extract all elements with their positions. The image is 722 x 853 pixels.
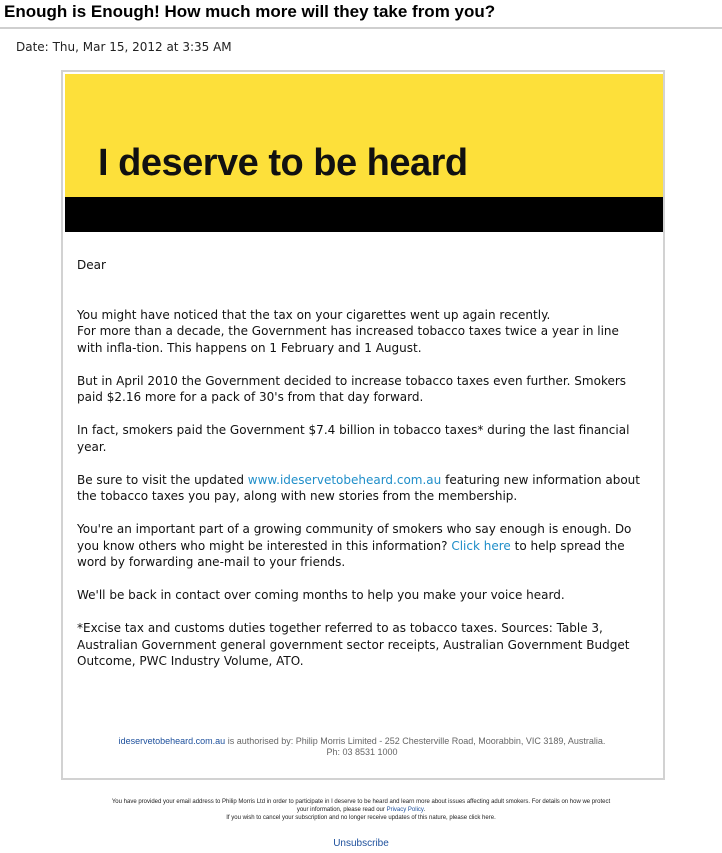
paragraph-5-text-b: to help spread the word by forwarding ane-mail to your friends. — [77, 538, 625, 569]
footer-site-link[interactable]: ideservetobeheard.com.au — [118, 736, 226, 746]
paragraph-4-text-b: featuring new information about the tobacco taxes you pay, along with new stories from the membership. — [77, 472, 640, 503]
paragraph-1 — [77, 307, 647, 357]
authorised-text: is authorised by: Philip Morris Limited - 252 Chesterville Road, Moorabbin, VIC 3189, Australia. — [225, 736, 606, 746]
header-banner — [65, 74, 663, 199]
paragraph-3: In fact, smokers paid the Government $7.4 billion in tobacco taxes* during the last financial year. — [77, 423, 630, 454]
disclaimer-line-2a: your information, please read our — [296, 807, 387, 813]
paragraph-4 — [77, 472, 647, 505]
paragraph-5-text-a: You're an important part of a growing community of smokers who say enough is enough. Do you know others who might be interested in this information? — [77, 522, 632, 553]
email-subject: Enough is Enough! How much more will they take from you? — [4, 2, 496, 21]
click-here-link[interactable]: Click here — [451, 538, 511, 553]
disclaimer-line-1: You have provided your email address to Philip Morris Ltd in order to participate in I deserve to be heard and learn more about issues affecting adult smokers. For details on how we protect — [111, 799, 611, 805]
website-link[interactable]: www.ideservetobeheard.com.au — [247, 472, 442, 487]
banner-black-bar — [65, 197, 663, 232]
paragraph-4-text-a: Be sure to visit the updated — [77, 472, 248, 487]
footer-phone: Ph: 03 8531 1000 — [326, 747, 398, 757]
paragraph-1-line-2: For more than a decade, the Government has increased tobacco taxes twice a year in line with infla-tion. This happens on 1 February and 1 August. — [77, 324, 619, 355]
disclaimer-line-3: If you wish to cancel your subscription and no longer receive updates of this nature, please click here. — [226, 815, 496, 821]
paragraph-5 — [77, 521, 647, 571]
privacy-policy-link[interactable]: Privacy Policy — [386, 807, 424, 813]
email-date — [16, 40, 232, 54]
disclaimer-line-2b: . — [423, 807, 426, 813]
letter-body — [77, 257, 647, 686]
paragraph-1-line-1: You might have noticed that the tax on your cigarettes went up again recently. — [77, 307, 551, 322]
paragraph-7: *Excise tax and customs duties together referred to as tobacco taxes. Sources: Table 3, Australian Government general government sector receipts, Australian Government Budget Outcome, PWC Industry Volume, ATO. — [77, 621, 630, 668]
greeting: Dear — [77, 258, 106, 272]
subject-divider — [0, 27, 722, 29]
authorisation-note — [63, 736, 661, 758]
unsubscribe-link[interactable]: Unsubscribe — [333, 838, 389, 849]
paragraph-6: We'll be back in contact over coming months to help you make your voice heard. — [77, 588, 565, 602]
banner-title: I deserve to be heard — [98, 142, 468, 184]
email-body-frame — [61, 70, 665, 780]
date-label: Date: — [16, 40, 49, 54]
disclaimer — [40, 798, 682, 822]
paragraph-2: But in April 2010 the Government decided to increase tobacco taxes even further. Smokers paid $2.16 more for a pack of 30's from that day forward. — [77, 373, 627, 404]
date-value: Thu, Mar 15, 2012 at 3:35 AM — [52, 40, 232, 54]
unsubscribe-area — [0, 838, 722, 849]
